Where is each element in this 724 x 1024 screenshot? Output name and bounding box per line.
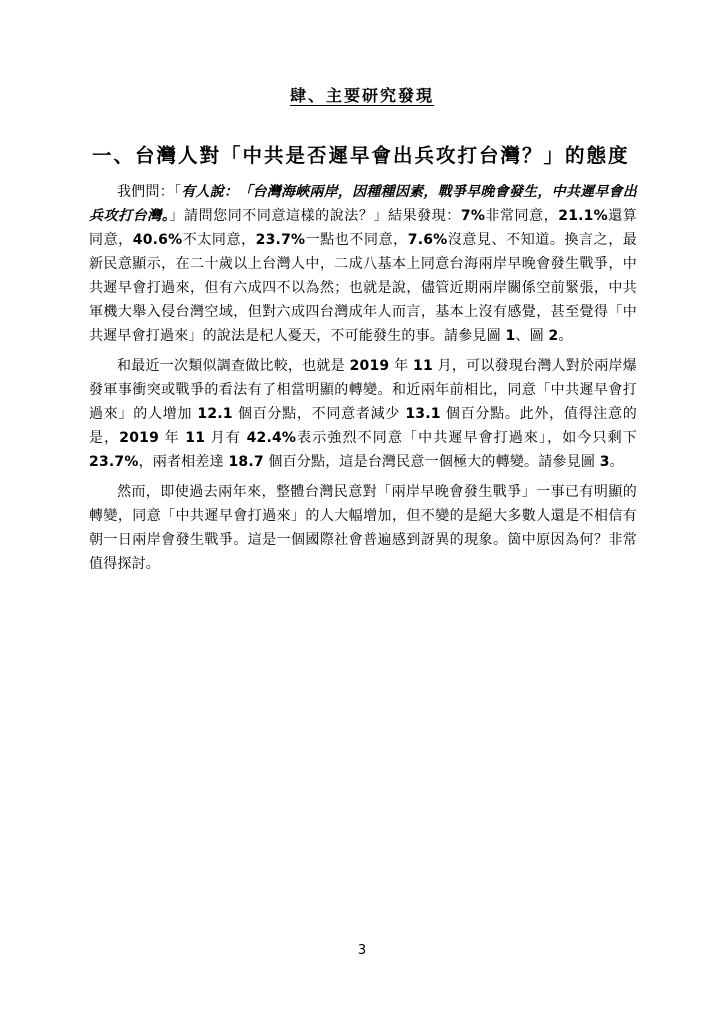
p1-question-text: 有人說：「台灣海峽兩岸，因種種因素，戰爭早晚會發生，中共遲早會出兵攻打台灣。: [89, 184, 638, 224]
p2-text: ，兩者相差達: [138, 454, 229, 470]
p2-text: 表示強烈不同意「中共遲早會打過來」，如今只剩下: [296, 430, 637, 446]
p2-figure-ref: 3: [599, 454, 610, 470]
paragraph-2: [89, 354, 637, 474]
paragraph-1: [89, 180, 637, 348]
p2-text: 月有: [205, 430, 247, 446]
p2-value: 12.1: [197, 406, 233, 422]
p1-text: 我們問：「: [117, 184, 182, 200]
p2-value: 2019: [119, 430, 160, 446]
paragraph-3: 然而，即使過去兩年來，整體台灣民意對「兩岸早晚會發生戰爭」一事已有明顯的轉變，同意「中共遲早會打過來」的人大幅增加，但不變的是絕大多數人還是不相信有朝一日兩岸會發生戰爭。這是一個國際社會普遍感到訝異的現象。箇中原因為何？非常值得探討。: [89, 484, 637, 572]
p2-text: 和最近一次類似調查做比較，也就是: [117, 358, 350, 374]
p1-text: 、圖: [515, 328, 549, 344]
p1-text: 。: [558, 328, 573, 344]
p2-text: 月，可以發現台灣人對於兩岸爆發軍事衝突或戰爭的看法有了相當明顯的轉變。和近兩年前相比，同意「中共遲早會打過來」的人增加: [89, 358, 637, 422]
p2-text: 個百分點，這是台灣民意一個極大的轉變。請參見圖: [263, 454, 600, 470]
p1-value: 40.6%: [132, 232, 183, 248]
p1-value: 21.1%: [558, 208, 608, 224]
p2-value: 11: [413, 358, 433, 374]
p1-value: 7%: [460, 208, 486, 224]
p2-text: 個百分點。此外，值得注意的是，: [89, 406, 637, 446]
page-number: 3: [357, 943, 367, 958]
p1-text: 還算同意，: [89, 208, 638, 248]
p2-value: 13.1: [405, 406, 441, 422]
p1-figure-ref: 2: [548, 328, 559, 344]
p2-text: 年: [159, 430, 186, 446]
section-title: [0, 83, 724, 106]
p2-value: 11: [185, 430, 206, 446]
p1-text: 一點也不同意，: [305, 232, 408, 248]
section-title-text: 肆、主要研究發現: [289, 86, 434, 105]
p1-figure-ref: 1: [505, 328, 516, 344]
p1-text: 沒意見、不知道。換言之，最新民意顯示，在二十歲以上台灣人中，二成八基本上同意台海兩岸早晚會發生戰爭，中共遲早會打過來，但有六成四不以為然；也就是說，儘管近期兩岸關係空前緊張，中共軍機大舉入侵台灣空域，但對六成四台灣成年人而言，基本上沒有感覺，甚至覺得「中共遲早會打過來」的說法是杞人憂天，不可能發生的事。請參見圖: [89, 232, 638, 344]
p2-value: 23.7%: [89, 454, 139, 470]
p1-value: 23.7%: [255, 232, 306, 248]
p2-text: 個百分點，不同意者減少: [232, 406, 406, 422]
p1-text: 」請問您同不同意這樣的說法？」結果發現：: [169, 208, 461, 224]
heading: 一、台灣人對「中共是否遲早會出兵攻打台灣？」的態度: [92, 144, 630, 167]
p1-text: 非常同意，: [485, 208, 559, 224]
p2-value: 18.7: [228, 454, 264, 470]
p2-text: 年: [389, 358, 414, 374]
p1-value: 7.6%: [407, 232, 448, 248]
p2-value: 42.4%: [246, 430, 297, 446]
p2-value: 2019: [349, 358, 390, 374]
p2-text: 。: [609, 454, 624, 470]
p1-text: 不太同意，: [182, 232, 256, 248]
